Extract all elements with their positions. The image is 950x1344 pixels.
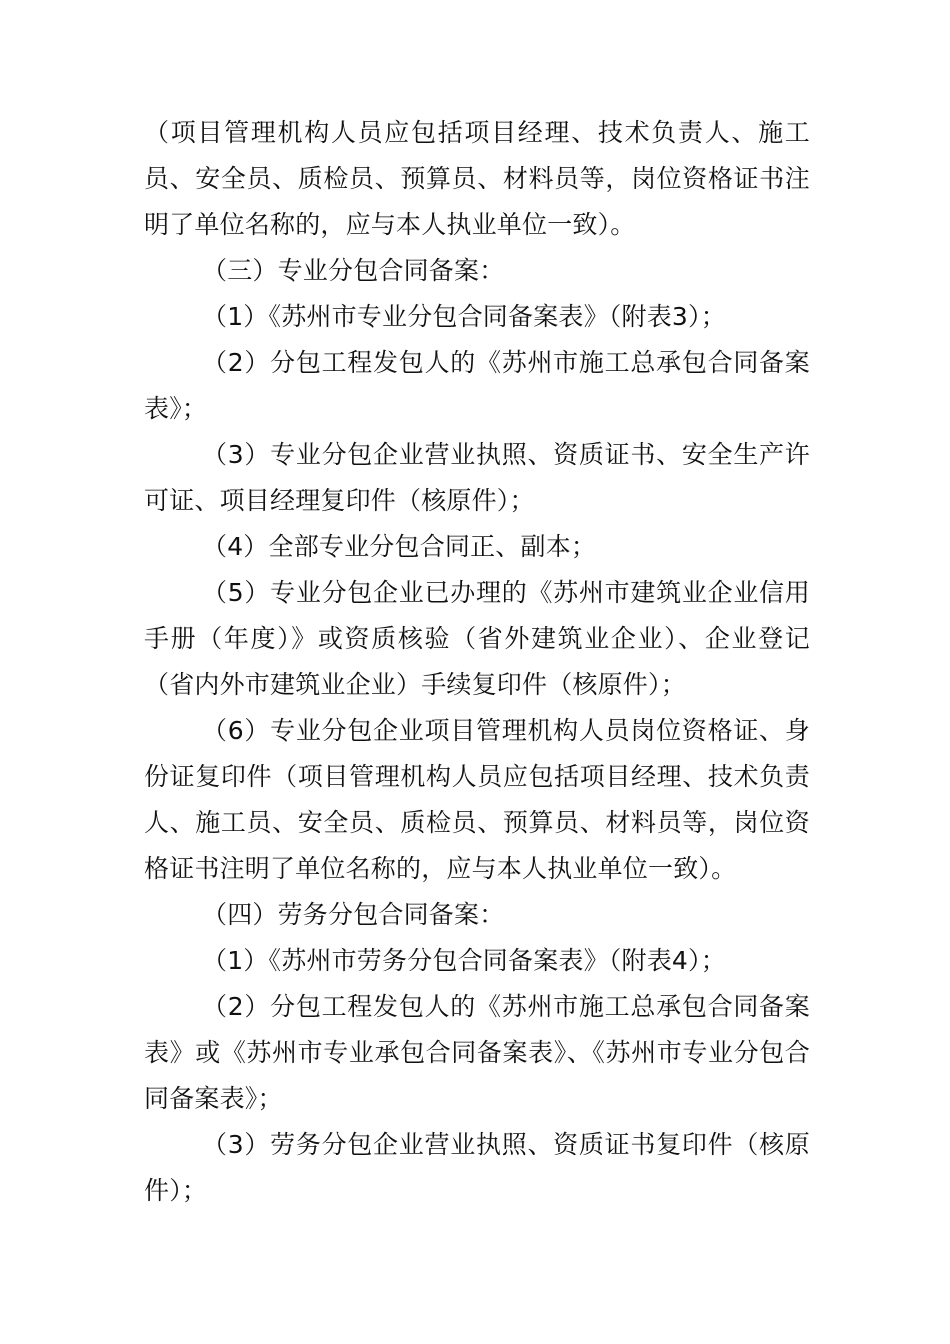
list-item: （6）专业分包企业项目管理机构人员岗位资格证、身份证复印件（项目管理机构人员应包括项目经理、技术负责人、施工员、安全员、质检员、预算员、材料员等，岗位资格证书注明了单位名称的，应与本人执业单位一致）。 bbox=[144, 716, 810, 883]
list-item: （5）专业分包企业已办理的《苏州市建筑业企业信用手册（年度）》或资质核验（省外建筑业企业）、企业登记（省内外市建筑业企业）手续复印件（核原件）； bbox=[144, 578, 810, 699]
list-item: （3）专业分包企业营业执照、资质证书、安全生产许可证、项目经理复印件（核原件）； bbox=[144, 440, 810, 515]
heading-professional-subcontract: （三）专业分包合同备案： bbox=[202, 256, 505, 285]
list-item: （2）分包工程发包人的《苏州市施工总承包合同备案表》； bbox=[144, 348, 810, 423]
list-item: （3）劳务分包企业营业执照、资质证书复印件（核原件）； bbox=[144, 1130, 810, 1205]
heading-labor-subcontract: （四）劳务分包合同备案： bbox=[202, 900, 505, 929]
list-item: （1）《苏州市劳务分包合同备案表》（附表4）； bbox=[202, 946, 726, 975]
list-item: （1）《苏州市专业分包合同备案表》（附表3）； bbox=[202, 302, 726, 331]
list-item: （2）分包工程发包人的《苏州市施工总承包合同备案表》或《苏州市专业承包合同备案表》、《苏州市专业分包合同备案表》； bbox=[144, 992, 810, 1113]
list-item: （4）全部专业分包合同正、副本； bbox=[202, 532, 597, 561]
document-body bbox=[144, 110, 810, 1214]
paragraph-personnel-note: （项目管理机构人员应包括项目经理、技术负责人、施工员、安全员、质检员、预算员、材料员等，岗位资格证书注明了单位名称的，应与本人执业单位一致）。 bbox=[144, 118, 810, 239]
